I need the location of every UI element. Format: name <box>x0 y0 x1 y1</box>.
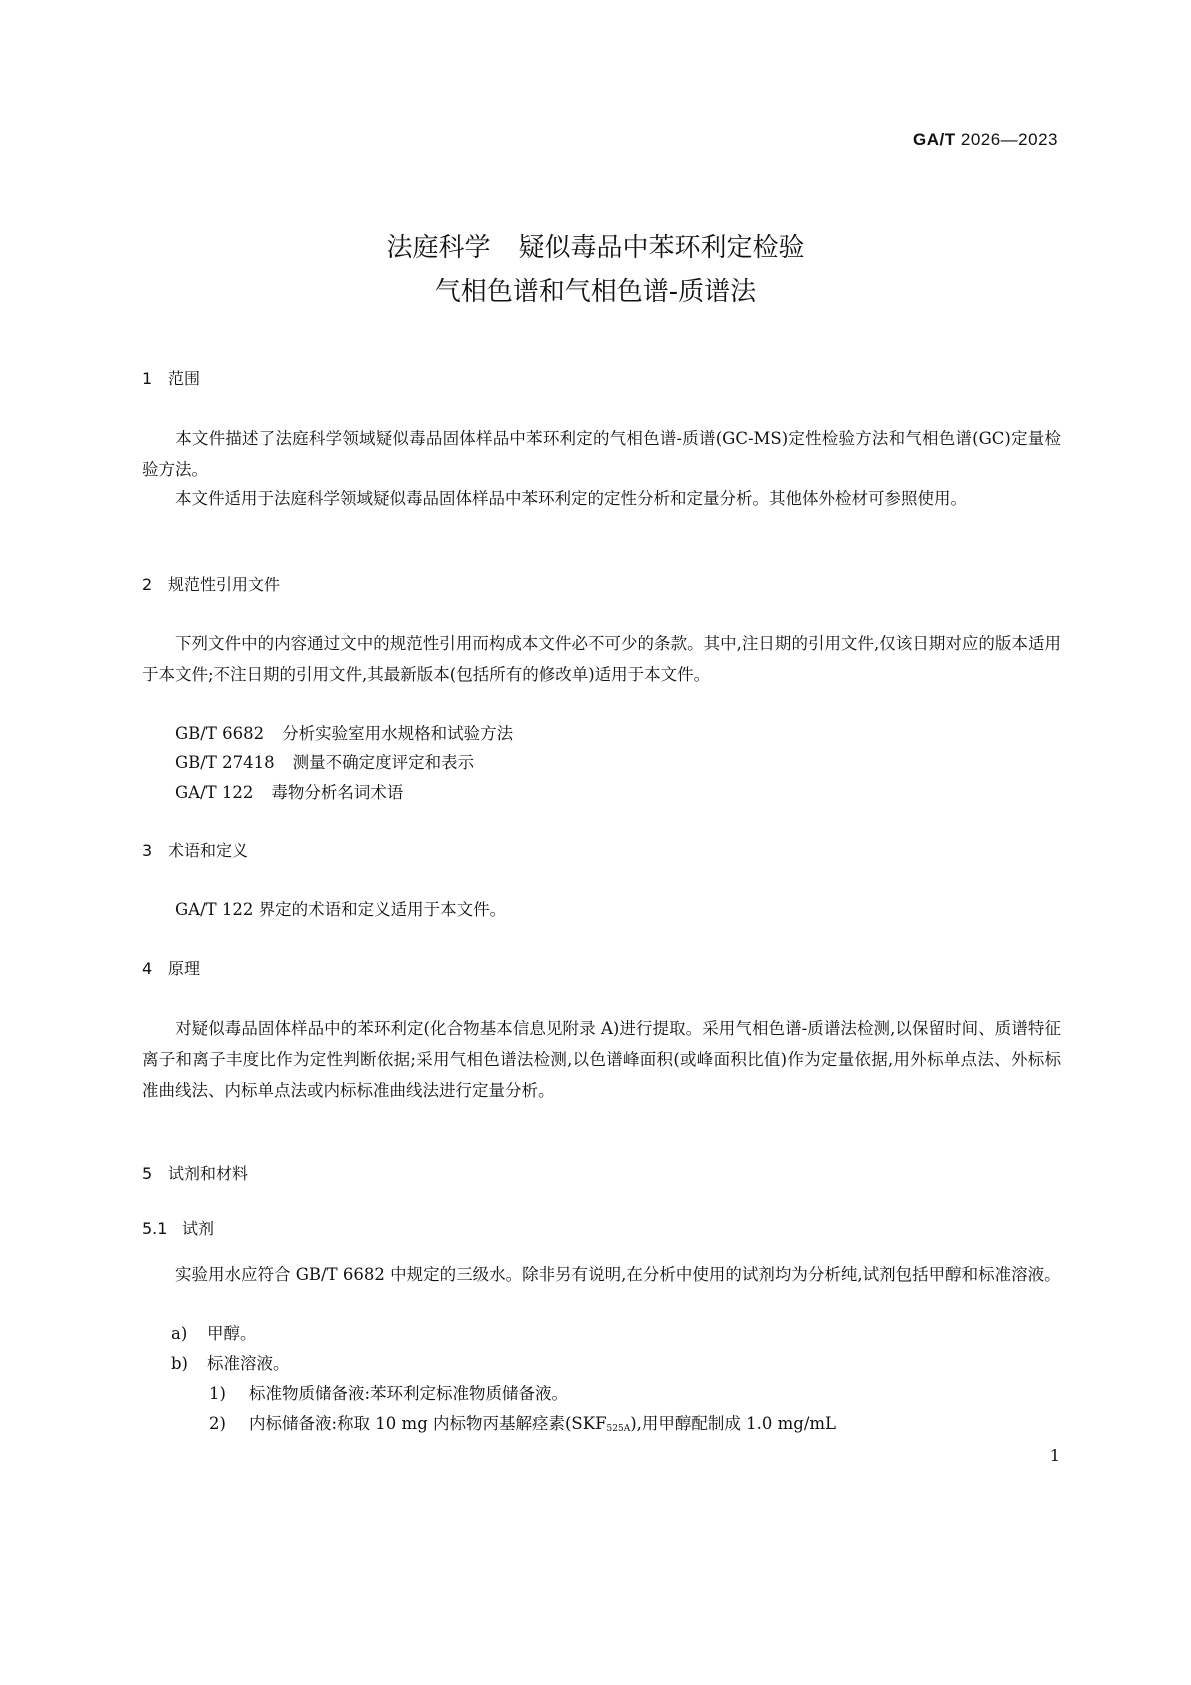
section-number: 5 <box>142 1164 153 1183</box>
reference-name: 测量不确定度评定和表示 <box>292 753 475 772</box>
standard-prefix: GA/T <box>913 130 956 149</box>
paragraph-text: 下列文件中的内容通过文中的规范性引用而构成本文件必不可少的条款。其中,注日期的引用文件,仅该日期对应的版本适用于本文件;不注日期的引用文件,其最新版本(包括所有的修改单)适用于本文件。 <box>142 634 1061 684</box>
reference-item <box>175 777 403 808</box>
section-2-heading <box>142 573 280 597</box>
list-marker: 1) <box>209 1384 226 1403</box>
title-part1: 法庭科学 <box>386 233 491 263</box>
list-marker: a) <box>171 1324 188 1343</box>
paragraph-text: 本文件描述了法庭科学领域疑似毒品固体样品中苯环利定的气相色谱-质谱(GC-MS)定性检验方法和气相色谱(GC)定量检验方法。 <box>142 429 1061 479</box>
document-title-line1 <box>0 226 1191 270</box>
list-text-post: ),用甲醇配制成 1.0 mg/mL <box>630 1414 836 1433</box>
paragraph-text: 本文件适用于法庭科学领域疑似毒品固体样品中苯环利定的定性分析和定量分析。其他体外检材可参照使用。 <box>175 489 967 508</box>
section-title: 术语和定义 <box>168 841 249 860</box>
paragraph-text: 实验用水应符合 GB/T 6682 中规定的三级水。除非另有说明,在分析中使用的试剂均为分析纯,试剂包括甲醇和标准溶液。 <box>175 1265 1061 1284</box>
reference-code: GA/T 122 <box>175 783 254 802</box>
list-marker: b) <box>171 1354 188 1373</box>
section-5-1-paragraph-1 <box>142 1259 1061 1290</box>
standard-code <box>913 130 1058 150</box>
section-5-1-heading <box>142 1217 214 1241</box>
section-4-paragraph-1 <box>142 1013 1061 1106</box>
sub-item-2 <box>209 1408 836 1445</box>
section-title: 试剂 <box>182 1219 215 1238</box>
reference-item <box>175 718 513 749</box>
section-number: 3 <box>142 841 153 860</box>
section-4-heading <box>142 957 200 981</box>
paragraph-text: 对疑似毒品固体样品中的苯环利定(化合物基本信息见附录 A)进行提取。采用气相色谱-质谱法检测,以保留时间、质谱特征离子和离子丰度比作为定性判断依据;采用气相色谱法检测,以色谱峰面积(或峰面积比值)作为定量依据,用外标单点法、外标标准曲线法、内标单点法或内标标准曲线法进行定量分析。 <box>142 1019 1061 1100</box>
section-5-heading <box>142 1162 248 1186</box>
sub-item-1 <box>209 1378 568 1409</box>
list-text-pre: 内标储备液:称取 10 mg 内标物丙基解痉素(SKF <box>249 1414 607 1433</box>
standard-number: 2026—2023 <box>960 130 1058 149</box>
reference-code: GB/T 27418 <box>175 753 275 772</box>
section-3-paragraph-1 <box>142 894 1061 925</box>
section-number: 2 <box>142 575 153 594</box>
section-title: 规范性引用文件 <box>168 575 281 594</box>
section-number: 4 <box>142 959 153 978</box>
section-number: 5.1 <box>142 1219 168 1238</box>
list-text: 标准物质储备液:苯环利定标准物质储备液。 <box>249 1384 569 1403</box>
title-part2: 疑似毒品中苯环利定检验 <box>518 233 805 263</box>
reference-name: 毒物分析名词术语 <box>271 783 404 802</box>
section-title: 范围 <box>168 369 201 388</box>
reference-name: 分析实验室用水规格和试验方法 <box>282 724 514 743</box>
list-text: 甲醇。 <box>207 1324 257 1343</box>
section-3-heading <box>142 839 248 863</box>
section-1-heading <box>142 367 200 391</box>
section-title: 原理 <box>168 959 201 978</box>
list-marker: 2) <box>209 1414 226 1433</box>
list-text-subscript: 525A <box>606 1424 631 1434</box>
section-1-paragraph-2 <box>142 483 1061 514</box>
section-number: 1 <box>142 369 153 388</box>
reference-code: GB/T 6682 <box>175 724 265 743</box>
paragraph-text: GA/T 122 界定的术语和定义适用于本文件。 <box>175 900 507 919</box>
reference-item <box>175 747 474 778</box>
list-item-b <box>171 1348 290 1379</box>
section-1-paragraph-1 <box>142 423 1061 485</box>
list-item-a <box>171 1318 257 1349</box>
section-2-paragraph-1 <box>142 628 1061 690</box>
page-number: 1 <box>1049 1446 1060 1465</box>
document-title-line2: 气相色谱和气相色谱-质谱法 <box>434 277 757 307</box>
list-text: 标准溶液。 <box>207 1354 290 1373</box>
section-title: 试剂和材料 <box>168 1164 249 1183</box>
